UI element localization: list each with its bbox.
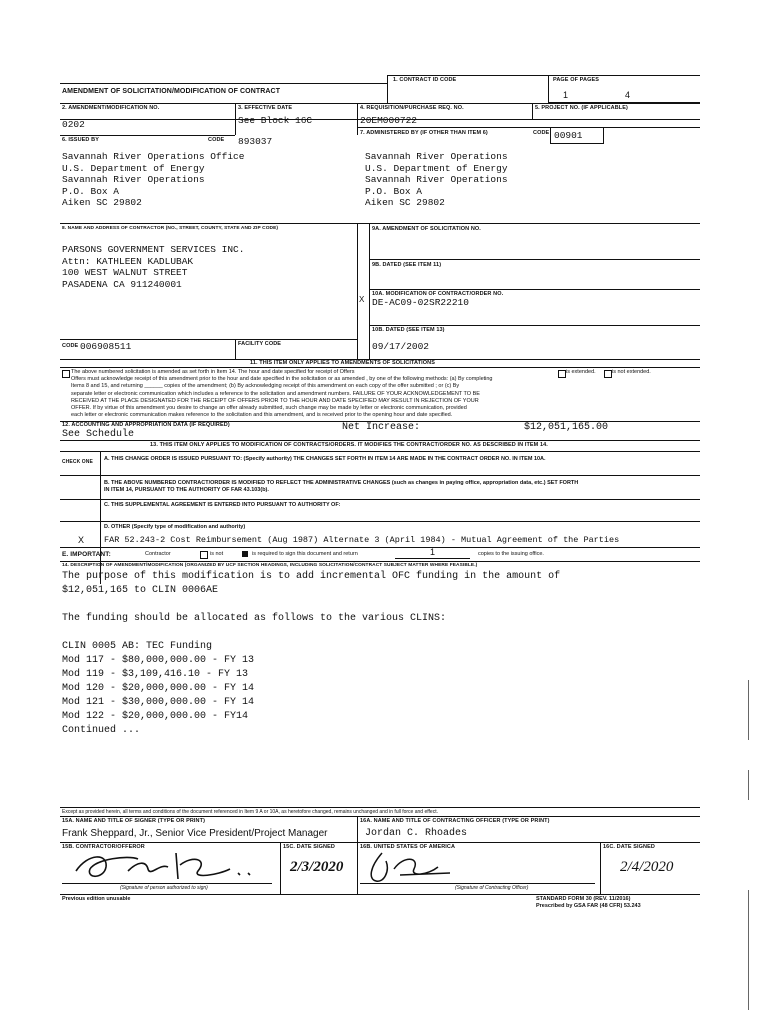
item11-checkbox[interactable] bbox=[62, 370, 70, 378]
15b-label: 15B. CONTRACTOR/OFFEROR bbox=[62, 844, 145, 850]
previous-edition: Previous edition unusable bbox=[62, 896, 131, 902]
10a-check-mark: X bbox=[359, 295, 365, 304]
rule bbox=[532, 103, 533, 119]
effective-date-label: 3. EFFECTIVE DATE bbox=[238, 105, 293, 111]
rule bbox=[60, 367, 700, 368]
contractor-line: PASADENA CA 911240001 bbox=[62, 278, 182, 290]
rule bbox=[387, 75, 700, 76]
description-line: The purpose of this modification is to add incremental OFC funding in the amount of bbox=[62, 571, 561, 582]
sf30-form bbox=[60, 75, 700, 925]
admin-line: Aiken SC 29802 bbox=[365, 197, 445, 208]
contractor-signature bbox=[68, 845, 268, 885]
description-line: The funding should be allocated as follows to the various CLINS: bbox=[62, 613, 447, 624]
extended-label: is extended. bbox=[566, 369, 596, 375]
project-no-label: 5. PROJECT NO. (IF APPLICABLE) bbox=[535, 105, 628, 111]
is-required-label: is required to sign this document and return bbox=[252, 551, 358, 557]
description-line: Mod 122 - $20,000,000.00 - FY14 bbox=[62, 711, 249, 722]
item13-title: 13. THIS ITEM ONLY APPLIES TO MODIFICATION OF CONTRACTS/ORDERS. IT MODIFIES THE CONTRACT/ORDER NO. AS DESCRIBED IN ITEM 14. bbox=[150, 442, 548, 448]
description-line bbox=[62, 598, 560, 612]
rule bbox=[60, 135, 235, 136]
contractor-code: 006908511 bbox=[80, 341, 132, 352]
administered-by-address bbox=[365, 151, 508, 209]
item11-text bbox=[71, 369, 493, 419]
item11-title: 11. THIS ITEM ONLY APPLIES TO AMENDMENTS OF SOLICITATIONS bbox=[250, 360, 435, 366]
item11-line: Items 8 and 15, and returning ______ copies of the amendment; (b) By acknowledging receipt of this amendment on each copy of the offer submitted ; or (c) By bbox=[71, 383, 460, 390]
rule bbox=[235, 339, 236, 359]
page-number: 1 bbox=[563, 90, 569, 100]
page-count: 4 bbox=[625, 90, 631, 100]
10a-value: DE-AC09-02SR22210 bbox=[372, 297, 469, 308]
item14-description bbox=[62, 570, 560, 738]
rule bbox=[280, 842, 281, 894]
item11-line: RECEIVED AT THE PLACE DESIGNATED FOR THE RECEIPT OF OFFERS PRIOR TO THE HOUR AND DATE SPECIFIED MAY RESULT IN REJECTION OF YOUR bbox=[71, 397, 479, 404]
contractor-line: PARSONS GOVERNMENT SERVICES INC. bbox=[62, 244, 245, 255]
rule bbox=[60, 521, 700, 522]
contractor-label: 8. NAME AND ADDRESS OF CONTRACTOR (NO., STREET, COUNTY, STATE AND ZIP CODE) bbox=[62, 226, 279, 231]
net-increase-label: Net Increase: bbox=[342, 422, 421, 433]
contract-id-label: 1. CONTRACT ID CODE bbox=[393, 77, 457, 83]
10b-value: 09/17/2002 bbox=[372, 341, 430, 352]
administered-by-label: 7. ADMINISTERED BY (IF OTHER THAN ITEM 6) bbox=[360, 130, 488, 136]
amendment-no-label: 2. AMENDMENT/MODIFICATION NO. bbox=[62, 105, 160, 111]
not-extended-label: is not extended. bbox=[612, 369, 651, 375]
contractor-line: 100 WEST WALNUT STREET bbox=[62, 267, 188, 278]
admin-code: 00901 bbox=[554, 130, 583, 141]
description-line: Continued ... bbox=[62, 725, 141, 736]
description-line bbox=[62, 626, 560, 640]
rule bbox=[60, 223, 700, 224]
scan-mark bbox=[748, 890, 749, 1010]
15b-sub: (Signature of person authorized to sign) bbox=[120, 885, 208, 891]
issued-code-label: CODE bbox=[208, 137, 225, 143]
not-extended-checkbox[interactable] bbox=[604, 370, 612, 378]
item12-label: 12. ACCOUNTING AND APPROPRIATION DATA (IF REQUIRED) bbox=[62, 422, 230, 428]
description-line: Mod 117 - $80,000,000.00 - FY 13 bbox=[62, 655, 255, 666]
rule bbox=[60, 339, 357, 340]
rule bbox=[60, 103, 700, 104]
rule bbox=[60, 499, 700, 500]
item13-d: D. OTHER (Specify type of modification and authority) bbox=[104, 524, 246, 530]
is-required-checkbox[interactable] bbox=[242, 551, 248, 557]
rule bbox=[387, 75, 388, 103]
important-label: E. IMPORTANT: bbox=[62, 551, 111, 558]
rule bbox=[60, 475, 700, 476]
prescribed-by: Prescribed by GSA FAR (48 CFR) 53.243 bbox=[536, 903, 641, 909]
effective-date: See Block 16C bbox=[238, 115, 313, 126]
page-of-pages-label: PAGE OF PAGES bbox=[553, 77, 600, 83]
admin-line: U.S. Department of Energy bbox=[365, 162, 508, 174]
item11-line: OFFER. If by virtue of this amendment you desire to change an offer already submitted, such change may be made by letter or electronic communication, provided bbox=[71, 405, 467, 412]
item12-value: See Schedule bbox=[62, 429, 135, 440]
signature-line bbox=[360, 883, 595, 884]
16a-value: Jordan C. Rhoades bbox=[365, 828, 468, 839]
form-title: AMENDMENT OF SOLICITATION/MODIFICATION OF CONTRACT bbox=[62, 88, 281, 95]
rule bbox=[369, 223, 370, 359]
contractor-line: Attn: KATHLEEN KADLUBAK bbox=[62, 255, 194, 267]
rule bbox=[357, 816, 358, 894]
rule bbox=[369, 289, 700, 290]
is-not-checkbox[interactable] bbox=[200, 551, 208, 559]
10b-label: 10B. DATED (SEE ITEM 13) bbox=[372, 327, 445, 333]
scan-mark bbox=[748, 680, 749, 740]
item11-line: each letter or electronic communication makes reference to the solicitation and this amendment, and is received prior to the opening hour and date specified. bbox=[71, 412, 453, 419]
rule bbox=[60, 894, 700, 895]
admin-line: P.O. Box A bbox=[365, 185, 423, 197]
rule bbox=[548, 75, 549, 103]
item11-line: Offers must acknowledge receipt of this amendment prior to the hour and date specified in the solicitation or as amended , by one of the following methods: (a) By completing bbox=[71, 376, 493, 383]
contractor-code-label: CODE bbox=[62, 343, 79, 349]
is-not-label: is not bbox=[210, 551, 224, 557]
rule bbox=[357, 223, 358, 359]
net-increase-value: $12,051,165.00 bbox=[524, 422, 609, 433]
16b-label: 16B. UNITED STATES OF AMERICA bbox=[360, 844, 456, 850]
description-line: CLIN 0005 AB: TEC Funding bbox=[62, 641, 213, 652]
admin-code-label: CODE bbox=[533, 130, 550, 136]
9a-label: 9A. AMENDMENT OF SOLICITATION NO. bbox=[372, 226, 481, 232]
rule bbox=[60, 83, 387, 84]
rule bbox=[369, 259, 700, 260]
item11-line: The above numbered solicitation is amended as set forth in Item 14. The hour and date specified for receipt of Offers bbox=[71, 369, 355, 375]
issued-line: Savannah River Operations bbox=[62, 174, 205, 185]
rule bbox=[60, 561, 700, 562]
issued-line: U.S. Department of Energy bbox=[62, 162, 205, 174]
item14-label: 14. DESCRIPTION OF AMENDMENT/MODIFICATION (ORGANIZED BY UCF SECTION HEADINGS, INCLUDING SOLICITATION/CONTRACT SUBJECT MATTER WHERE FEASIBLE.) bbox=[62, 563, 478, 568]
issued-line: Aiken SC 29802 bbox=[62, 197, 142, 208]
requisition-label: 4. REQUISITION/PURCHASE REQ. NO. bbox=[360, 105, 464, 111]
contractor-address bbox=[62, 244, 244, 290]
15a-label: 15A. NAME AND TITLE OF SIGNER (TYPE OR PRINT) bbox=[62, 818, 206, 824]
copies-count: 1 bbox=[430, 547, 436, 557]
9b-label: 9B. DATED (SEE ITEM 11) bbox=[372, 262, 442, 268]
scan-mark bbox=[748, 770, 749, 800]
important-contractor: Contractor bbox=[145, 551, 171, 557]
rule bbox=[60, 842, 700, 843]
description-line: Mod 120 - $20,000,000.00 - FY 14 bbox=[62, 683, 255, 694]
rule bbox=[357, 127, 700, 128]
except-text: Except as provided herein, all terms and conditions of the document referenced in Item 9 A or 10A, as heretofore changed, remains unchanged and in full force and effect. bbox=[62, 809, 438, 815]
issued-by-address bbox=[62, 151, 244, 209]
rule bbox=[60, 547, 700, 548]
item13-a: A. THIS CHANGE ORDER IS ISSUED PURSUANT TO: (Specify authority) THE CHANGES SET FORTH IN ITEM 14 ARE MADE IN THE CONTRACT ORDER NO. IN ITEM 10A. bbox=[104, 456, 546, 462]
rule bbox=[60, 119, 700, 120]
15c-value: 2/3/2020 bbox=[290, 859, 344, 875]
issued-line: Savannah River Operations Office bbox=[62, 151, 245, 162]
16c-label: 16C. DATE SIGNED bbox=[603, 844, 655, 850]
rule bbox=[369, 325, 700, 326]
rule bbox=[60, 451, 700, 452]
copies-underline bbox=[395, 558, 470, 559]
16c-value: 2/4/2020 bbox=[620, 859, 674, 875]
facility-code-label: FACILITY CODE bbox=[238, 341, 282, 347]
amendment-no: 0202 bbox=[62, 119, 85, 130]
rule bbox=[60, 816, 700, 817]
copies-to-issuing: copies to the issuing office. bbox=[478, 551, 544, 557]
item13-b: B. THE ABOVE NUMBERED CONTRACT/ORDER IS MODIFIED TO REFLECT THE ADMINISTRATIVE CHANGES (such as changes in paying office, appropriation data, etc.) SET FORTH IN ITEM 14, PURSUANT TO THE AUTHORITY OF FAR 43.103(b). bbox=[104, 480, 579, 494]
officer-signature bbox=[360, 847, 470, 887]
15c-label: 15C. DATE SIGNED bbox=[283, 844, 335, 850]
description-line: Mod 119 - $3,109,416.10 - FY 13 bbox=[62, 669, 249, 680]
requisition-no: 20EM000722 bbox=[360, 115, 418, 126]
check-one-label: CHECK ONE bbox=[62, 459, 93, 465]
rule bbox=[600, 842, 601, 894]
description-line: Mod 121 - $30,000,000.00 - FY 14 bbox=[62, 697, 255, 708]
item13-d-value: FAR 52.243-2 Cost Reimbursement (Aug 1987) Alternate 3 (April 1984) - Mutual Agreement of the Parties bbox=[104, 535, 620, 545]
extended-checkbox[interactable] bbox=[558, 370, 566, 378]
admin-line: Savannah River Operations bbox=[365, 174, 508, 185]
signature-line bbox=[62, 883, 272, 884]
16a-label: 16A. NAME AND TITLE OF CONTRACTING OFFICER (TYPE OR PRINT) bbox=[360, 818, 550, 824]
rule bbox=[60, 440, 700, 441]
item13-c: C. THIS SUPPLEMENTAL AGREEMENT IS ENTERED INTO PURSUANT TO AUTHORITY OF: bbox=[104, 502, 341, 508]
issued-line: P.O. Box A bbox=[62, 185, 120, 197]
item11-line: separate letter or electronic communication which includes a reference to the solicitation and amendment numbers. FAILURE OF YOUR ACKNOWLEDGEMENT TO BE bbox=[71, 390, 480, 397]
standard-form: STANDARD FORM 30 (REV. 11/2016) bbox=[536, 896, 631, 902]
item13-d-check: X bbox=[78, 535, 85, 545]
admin-line: Savannah River Operations bbox=[365, 151, 508, 162]
issued-by-label: 6. ISSUED BY bbox=[62, 137, 99, 143]
rule bbox=[60, 807, 700, 808]
10a-label: 10A. MODIFICATION OF CONTRACT/ORDER NO. bbox=[372, 291, 504, 297]
15a-value: Frank Sheppard, Jr., Senior Vice President/Project Manager bbox=[62, 828, 328, 839]
issued-code: 893037 bbox=[238, 136, 273, 147]
description-line: $12,051,165 to CLIN 0006AE bbox=[62, 585, 219, 596]
16b-sub: (Signature of Contracting Officer) bbox=[455, 885, 529, 891]
